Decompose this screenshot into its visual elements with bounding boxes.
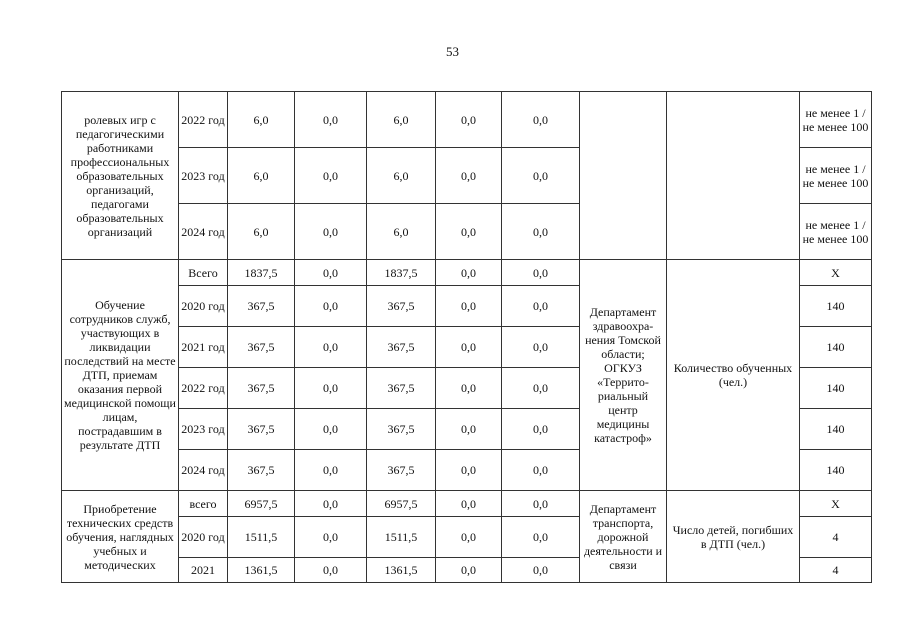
total-cell: 6,0 <box>228 204 295 260</box>
year-cell: Всего <box>179 260 228 286</box>
regional-cell: 6957,5 <box>367 491 436 517</box>
total-cell: 367,5 <box>228 286 295 327</box>
regional-cell: 367,5 <box>367 409 436 450</box>
target-value-cell: 140 <box>800 368 872 409</box>
local-cell: 0,0 <box>436 92 502 148</box>
other-cell: 0,0 <box>502 92 580 148</box>
target-value-cell: не менее 1 / не менее 100 <box>800 148 872 204</box>
target-value-cell: 4 <box>800 558 872 583</box>
responsible-department <box>580 92 667 260</box>
total-cell: 1511,5 <box>228 517 295 558</box>
other-cell: 0,0 <box>502 517 580 558</box>
other-cell: 0,0 <box>502 491 580 517</box>
federal-cell: 0,0 <box>295 204 367 260</box>
total-cell: 1361,5 <box>228 558 295 583</box>
other-cell: 0,0 <box>502 409 580 450</box>
target-value-cell: не менее 1 / не менее 100 <box>800 92 872 148</box>
year-cell: 2021 <box>179 558 228 583</box>
local-cell: 0,0 <box>436 450 502 491</box>
year-cell: 2020 год <box>179 517 228 558</box>
total-cell: 6,0 <box>228 148 295 204</box>
other-cell: 0,0 <box>502 558 580 583</box>
target-value-cell: 140 <box>800 450 872 491</box>
total-cell: 367,5 <box>228 409 295 450</box>
local-cell: 0,0 <box>436 517 502 558</box>
year-cell: 2020 год <box>179 286 228 327</box>
regional-cell: 6,0 <box>367 148 436 204</box>
other-cell: 0,0 <box>502 450 580 491</box>
table-row <box>62 491 872 517</box>
other-cell: 0,0 <box>502 368 580 409</box>
activity-name: Приобретение технических средств обучения, наглядных учебных и методических <box>62 491 179 583</box>
responsible-department: Департамент транспорта, дорожной деятельности и связи <box>580 491 667 583</box>
total-cell: 6957,5 <box>228 491 295 517</box>
year-cell: 2024 год <box>179 204 228 260</box>
target-value-cell: 4 <box>800 517 872 558</box>
activity-name: Обучение сотрудников служб, участвующих в ликвидации последствий на месте ДТП, приемам оказания первой медицинской помощи лицам, пострадавшим в результате ДТП <box>62 260 179 491</box>
federal-cell: 0,0 <box>295 558 367 583</box>
other-cell: 0,0 <box>502 286 580 327</box>
total-cell: 367,5 <box>228 327 295 368</box>
other-cell: 0,0 <box>502 204 580 260</box>
local-cell: 0,0 <box>436 491 502 517</box>
federal-cell: 0,0 <box>295 491 367 517</box>
regional-cell: 367,5 <box>367 286 436 327</box>
federal-cell: 0,0 <box>295 260 367 286</box>
year-cell: 2023 год <box>179 409 228 450</box>
page-number: 53 <box>446 44 459 59</box>
table-row <box>62 92 872 148</box>
program-table <box>61 91 872 583</box>
regional-cell: 1361,5 <box>367 558 436 583</box>
federal-cell: 0,0 <box>295 286 367 327</box>
target-value-cell: 140 <box>800 286 872 327</box>
regional-cell: 367,5 <box>367 327 436 368</box>
local-cell: 0,0 <box>436 368 502 409</box>
year-cell: 2022 год <box>179 92 228 148</box>
federal-cell: 0,0 <box>295 327 367 368</box>
regional-cell: 6,0 <box>367 92 436 148</box>
table-row <box>62 260 872 286</box>
year-cell: 2024 год <box>179 450 228 491</box>
regional-cell: 367,5 <box>367 450 436 491</box>
local-cell: 0,0 <box>436 260 502 286</box>
local-cell: 0,0 <box>436 558 502 583</box>
local-cell: 0,0 <box>436 409 502 450</box>
target-value-cell: Х <box>800 260 872 286</box>
total-cell: 367,5 <box>228 368 295 409</box>
other-cell: 0,0 <box>502 148 580 204</box>
federal-cell: 0,0 <box>295 450 367 491</box>
other-cell: 0,0 <box>502 260 580 286</box>
year-cell: 2022 год <box>179 368 228 409</box>
local-cell: 0,0 <box>436 327 502 368</box>
local-cell: 0,0 <box>436 286 502 327</box>
other-cell: 0,0 <box>502 327 580 368</box>
total-cell: 6,0 <box>228 92 295 148</box>
target-value-cell: Х <box>800 491 872 517</box>
regional-cell: 6,0 <box>367 204 436 260</box>
year-cell: всего <box>179 491 228 517</box>
total-cell: 1837,5 <box>228 260 295 286</box>
regional-cell: 1511,5 <box>367 517 436 558</box>
federal-cell: 0,0 <box>295 148 367 204</box>
regional-cell: 1837,5 <box>367 260 436 286</box>
indicator-name: Число детей, погибших в ДТП (чел.) <box>667 491 800 583</box>
activity-name: ролевых игр с педагогическими работниками профессиональных образовательных организаций, педагогами образовательных организаций <box>62 92 179 260</box>
federal-cell: 0,0 <box>295 92 367 148</box>
indicator-name: Количество обученных (чел.) <box>667 260 800 491</box>
federal-cell: 0,0 <box>295 368 367 409</box>
responsible-department: Департамент здравоохра-нения Томской области; ОГКУЗ «Террито-риальный центр медицины катастроф» <box>580 260 667 491</box>
local-cell: 0,0 <box>436 148 502 204</box>
federal-cell: 0,0 <box>295 517 367 558</box>
indicator-name <box>667 92 800 260</box>
year-cell: 2021 год <box>179 327 228 368</box>
target-value-cell: 140 <box>800 409 872 450</box>
target-value-cell: 140 <box>800 327 872 368</box>
regional-cell: 367,5 <box>367 368 436 409</box>
local-cell: 0,0 <box>436 204 502 260</box>
total-cell: 367,5 <box>228 450 295 491</box>
year-cell: 2023 год <box>179 148 228 204</box>
target-value-cell: не менее 1 / не менее 100 <box>800 204 872 260</box>
federal-cell: 0,0 <box>295 409 367 450</box>
